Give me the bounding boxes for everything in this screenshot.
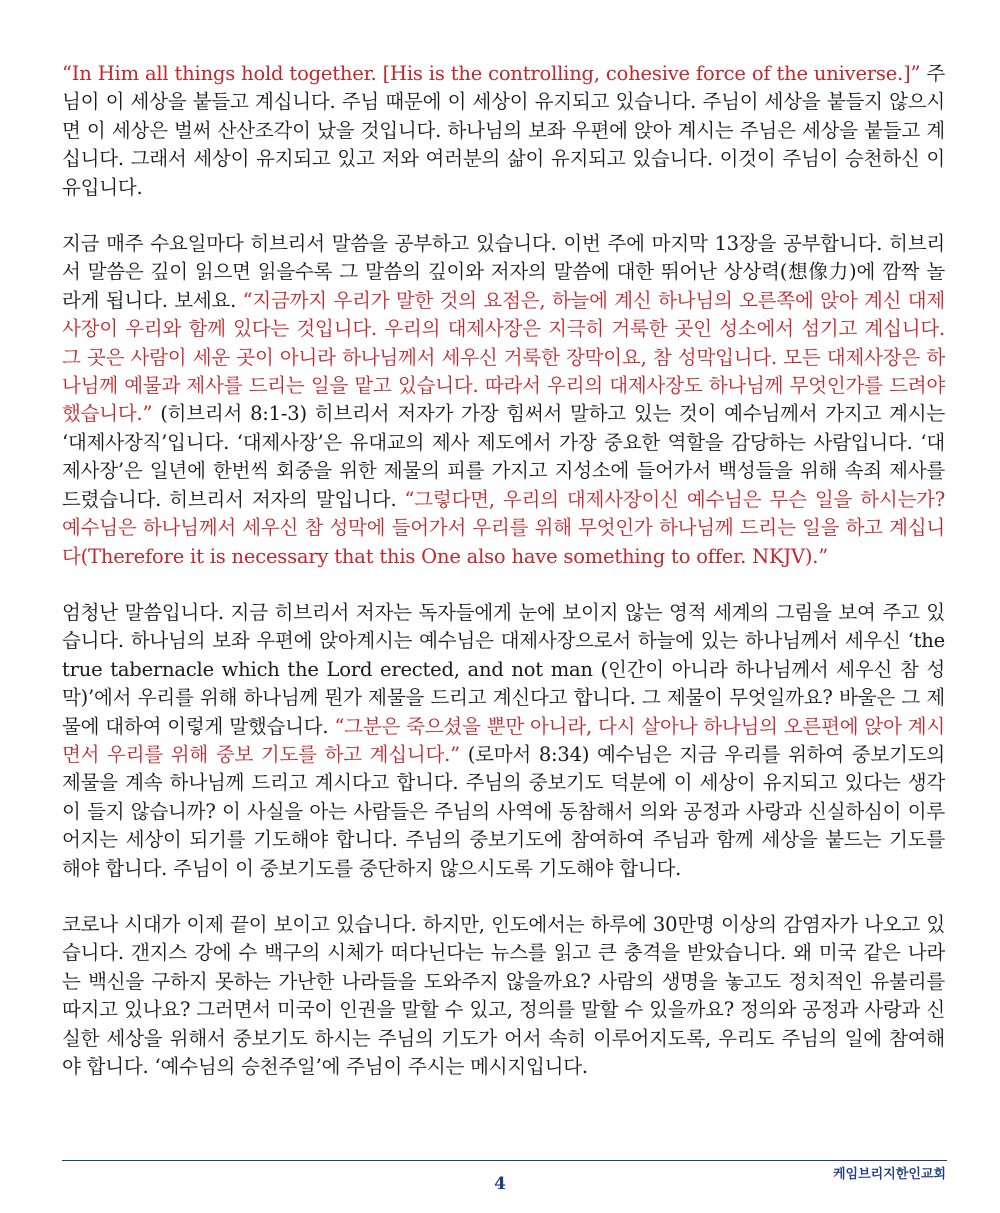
quote-colossians: “In Him all things hold together. [His is the controlling, cohesive force of the universe.]” <box>62 62 921 85</box>
page-number: 4 <box>494 1174 506 1194</box>
paragraph-1 <box>62 60 945 202</box>
body-text: 코로나 시대가 이제 끝이 보이고 있습니다. 하지만, 인도에서는 하루에 30만명 이상의 감염자가 나오고 있습니다. 갠지스 강에 수 백구의 시체가 떠다닌다는 뉴스를 읽고 큰 충격을 받았습니다. 왜 미국 같은 나라는 백신을 구하지 못하는 가난한 나라들을 도와주지 않을까요? 사람의 생명을 놓고도 정치적인 유불리를 따지고 있나요? 그러면서 미국이 인권을 말할 수 있고, 정의를 말할 수 있을까요? 정의와 공정과 사랑과 신실한 세상을 위해서 중보기도 하시는 주님의 기도가 어서 속히 이루어지도록, 우리도 주님의 일에 참여해야 합니다. ‘예수님의 승천주일’에 주님이 주시는 메시지입니다. <box>62 912 945 1078</box>
footer-divider <box>62 1160 947 1161</box>
quote-hebrews-8: “지금까지 우리가 말한 것의 요점은, 하늘에 계신 하나님의 오른쪽에 앉아 계신 대제사장이 우리와 함께 있다는 것입니다. 우리의 대제사장은 지극히 거룩한 곳인 성소에서 섬기고 계십니다. 그 곳은 사람이 세운 곳이 아니라 하나님께서 세우신 거룩한 장막이요, 참 성막입니다. 모든 대제사장은 하나님께 예물과 제사를 드리는 일을 맡고 있습니다. 따라서 우리의 대제사장도 하나님께 무엇인가를 드려야 했습니다.” <box>62 288 945 426</box>
paragraph-3 <box>62 599 945 883</box>
paragraph-2 <box>62 230 945 571</box>
document-body <box>62 60 945 1109</box>
body-text: 주님이 이 세상을 붙들고 계십니다. 주님 때문에 이 세상이 유지되고 있습니다. 주님이 세상을 붙들지 않으시면 이 세상은 벌써 산산조각이 났을 것입니다. 하나님의 보좌 우편에 앉아 계시는 주님은 세상을 붙들고 계십니다. 그래서 세상이 유지되고 있고 저와 여러분의 삶이 유지되고 있습니다. 이것이 주님이 승천하신 이유입니다. <box>62 62 945 199</box>
church-name: 케임브리지한인교회 <box>832 1167 946 1182</box>
quote-romans-8: “그분은 죽으셨을 뿐만 아니라, 다시 살아나 하나님의 오른편에 앉아 계시면서 우리를 위해 중보 기도를 하고 계십니다.” <box>62 714 946 766</box>
body-text: 지금 매주 수요일마다 히브리서 말씀을 공부하고 있습니다. 이번 주에 마지막 13장을 공부합니다. 히브리서 말씀은 깊이 읽으면 읽을수록 그 말씀의 깊이와 저자의 말씀에 대한 뛰어난 상상력(想像力)에 깜짝 놀라게 됩니다. 보세요. <box>62 232 945 312</box>
body-text: (히브리서 8:1-3) 히브리서 저자가 가장 힘써서 말하고 있는 것이 예수님께서 가지고 계시는 ‘대제사장직’입니다. ‘대제사장’은 유대교의 제사 제도에서 가장 중요한 역할을 감당하는 사람입니다. ‘대제사장’은 일년에 한번씩 회중을 위한 제물의 피를 가지고 지성소에 들어가서 백성들을 위해 속죄 제사를 드렸습니다. 히브리서 저자의 말입니다. <box>62 402 945 511</box>
paragraph-4 <box>62 911 945 1081</box>
body-text: (로마서 8:34) 예수님은 지금 우리를 위하여 중보기도의 제물을 계속 하나님께 드리고 계시다고 합니다. 주님의 중보기도 덕분에 이 세상이 유지되고 있다는 생각이 들지 않습니까? 이 사실을 아는 사람들은 주님의 사역에 동참해서 의와 공정과 사랑과 신실하심이 이루어지는 세상이 되기를 기도해야 합니다. 주님의 중보기도에 참여하여 주님과 함께 세상을 붙드는 기도를 해야 합니다. 주님이 이 중보기도를 중단하지 않으시도록 기도해야 합니다. <box>62 742 945 880</box>
body-text: 엄청난 말씀입니다. 지금 히브리서 저자는 독자들에게 눈에 보이지 않는 영적 세계의 그림을 보여 주고 있습니다. 하나님의 보좌 우편에 앉아계시는 예수님은 대제사장으로서 하늘에 있는 하나님께서 세우신 ‘the true tabernacle which the Lord erected, and not man (인간이 아니라 하나님께서 세우신 참 성막)’에서 우리를 위해 하나님께 뭔가 제물을 드리고 계신다고 합니다. 그 제물이 무엇일까요? 바울은 그 제물에 대하여 이렇게 말했습니다. <box>62 600 945 738</box>
quote-hebrews-priest: “그렇다면, 우리의 대제사장이신 예수님은 무슨 일을 하시는가? 예수님은 하나님께서 세우신 참 성막에 들어가서 우리를 위해 무엇인가 하나님께 드리는 일을 하고 계십니다(Therefore it is necessary that this One also have something to offer. NKJV).” <box>62 487 945 568</box>
